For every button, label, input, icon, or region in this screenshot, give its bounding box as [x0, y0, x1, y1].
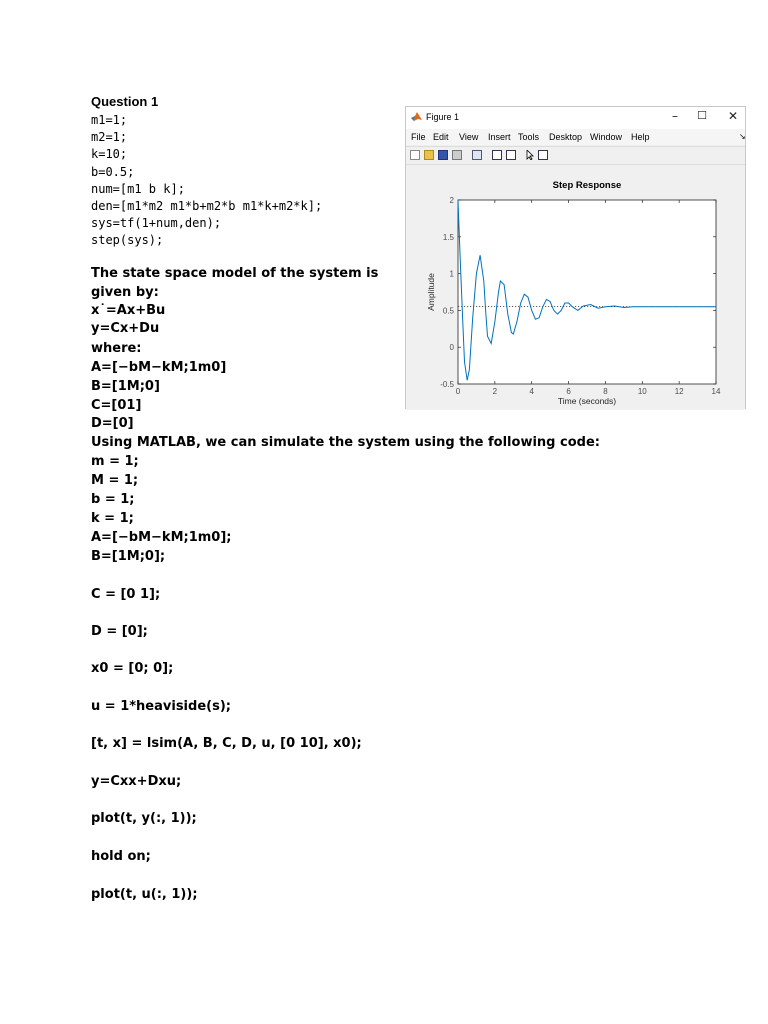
bold-text-line: B=[1M;0]; [91, 549, 166, 564]
chart-title: Step Response [552, 180, 622, 191]
print-icon[interactable] [452, 150, 462, 160]
menu-item-edit[interactable]: Edit [433, 132, 449, 142]
bold-text-line: hold on; [91, 849, 151, 864]
colorbar-icon[interactable] [492, 150, 502, 160]
x-axis-label: Time (seconds) [557, 396, 617, 406]
bold-text-line: M = 1; [91, 473, 139, 488]
code-line: den=[m1*m2 m1*b+m2*b m1*k+m2*k]; [91, 199, 323, 214]
maximize-button[interactable]: ☐ [697, 109, 707, 122]
bold-text-line: Using MATLAB, we can simulate the system using the following code: [91, 435, 600, 450]
close-button[interactable]: ✕ [727, 109, 739, 123]
code-line: step(sys); [91, 233, 164, 248]
bold-text-line: C = [0 1]; [91, 587, 161, 602]
menu-bar [406, 129, 745, 145]
bold-text-line: x˙=Ax+Bu [91, 303, 166, 318]
bold-text-line: y=Cxx+Dxu; [91, 774, 182, 789]
figure-titlebar [406, 107, 745, 129]
question-title: Question 1 [91, 94, 159, 109]
legend-icon[interactable] [506, 150, 516, 160]
code-line: m2=1; [91, 130, 128, 145]
y-tick-label: 0 [449, 343, 454, 353]
menu-item-insert[interactable]: Insert [488, 132, 511, 142]
figure-title: Figure 1 [426, 112, 460, 122]
code-line: k=10; [91, 147, 128, 162]
open-file-icon[interactable] [424, 150, 434, 160]
menu-item-window[interactable]: Window [590, 132, 623, 142]
bold-text-line: b = 1; [91, 492, 135, 507]
x-tick-label: 4 [529, 387, 534, 396]
bold-text-line: B=[1M;0] [91, 379, 160, 394]
x-tick-label: 10 [637, 387, 647, 396]
property-editor-icon[interactable] [538, 150, 548, 160]
bold-text-line: k = 1; [91, 511, 134, 526]
code-line: num=[m1 b k]; [91, 181, 185, 196]
figure-window [405, 106, 746, 409]
menu-item-tools[interactable]: Tools [518, 132, 540, 142]
code-line: m1=1; [91, 113, 128, 127]
bold-text-line: A=[−bM−kM;1m0]; [91, 530, 232, 545]
y-tick-label: 2 [449, 196, 454, 205]
toolbar [406, 146, 745, 165]
bold-text-line: The state space model of the system is [91, 266, 379, 281]
y-tick-label: 0.5 [442, 306, 454, 316]
new-figure-icon[interactable] [410, 150, 420, 160]
plot-area [406, 165, 745, 410]
menu-overflow-icon[interactable]: ↘ [739, 132, 746, 141]
code-line: sys=tf(1+num,den); [91, 216, 222, 231]
x-tick-label: 2 [492, 387, 498, 396]
x-tick-label: 14 [711, 387, 721, 396]
minimize-button[interactable]: – [672, 109, 678, 123]
bold-text-line: y=Cx+Du [91, 321, 160, 336]
bold-text-line: plot(t, y(:, 1)); [91, 811, 197, 826]
y-axis-label: Amplitude [426, 273, 436, 311]
code-line: b=0.5; [91, 164, 135, 179]
bold-text-line: D=[0] [91, 416, 134, 431]
bold-text-line: [t, x] = lsim(A, B, C, D, u, [0 10], x0); [91, 736, 362, 751]
x-tick-label: 0 [455, 387, 461, 396]
link-plot-icon[interactable] [472, 150, 482, 160]
menu-item-file[interactable]: File [411, 132, 426, 142]
bold-text-line: x0 = [0; 0]; [91, 661, 174, 676]
bold-text-line: A=[−bM−kM;1m0] [91, 360, 227, 375]
save-icon[interactable] [438, 150, 448, 160]
x-tick-label: 8 [603, 387, 608, 396]
step-response-chart [406, 165, 745, 410]
bold-text-line: given by: [91, 285, 159, 300]
bold-text-line: where: [91, 341, 142, 356]
menu-item-help[interactable]: Help [631, 132, 650, 142]
cursor-icon[interactable] [526, 150, 536, 160]
bold-text-line: m = 1; [91, 454, 139, 469]
bold-text-line: C=[01] [91, 398, 142, 413]
x-tick-label: 12 [674, 387, 684, 396]
matlab-logo-icon [411, 111, 422, 122]
bold-text-line: u = 1*heaviside(s); [91, 699, 231, 714]
bold-text-line: D = [0]; [91, 624, 148, 639]
menu-item-view[interactable]: View [459, 132, 479, 142]
x-tick-label: 6 [566, 387, 571, 396]
bold-text-line: plot(t, u(:, 1)); [91, 887, 198, 902]
y-tick-label: 1 [449, 269, 454, 279]
y-tick-label: 1.5 [442, 232, 454, 242]
axes-box [458, 200, 716, 384]
y-tick-label: -0.5 [440, 380, 454, 389]
code-block [91, 112, 322, 250]
menu-item-desktop[interactable]: Desktop [549, 132, 583, 142]
